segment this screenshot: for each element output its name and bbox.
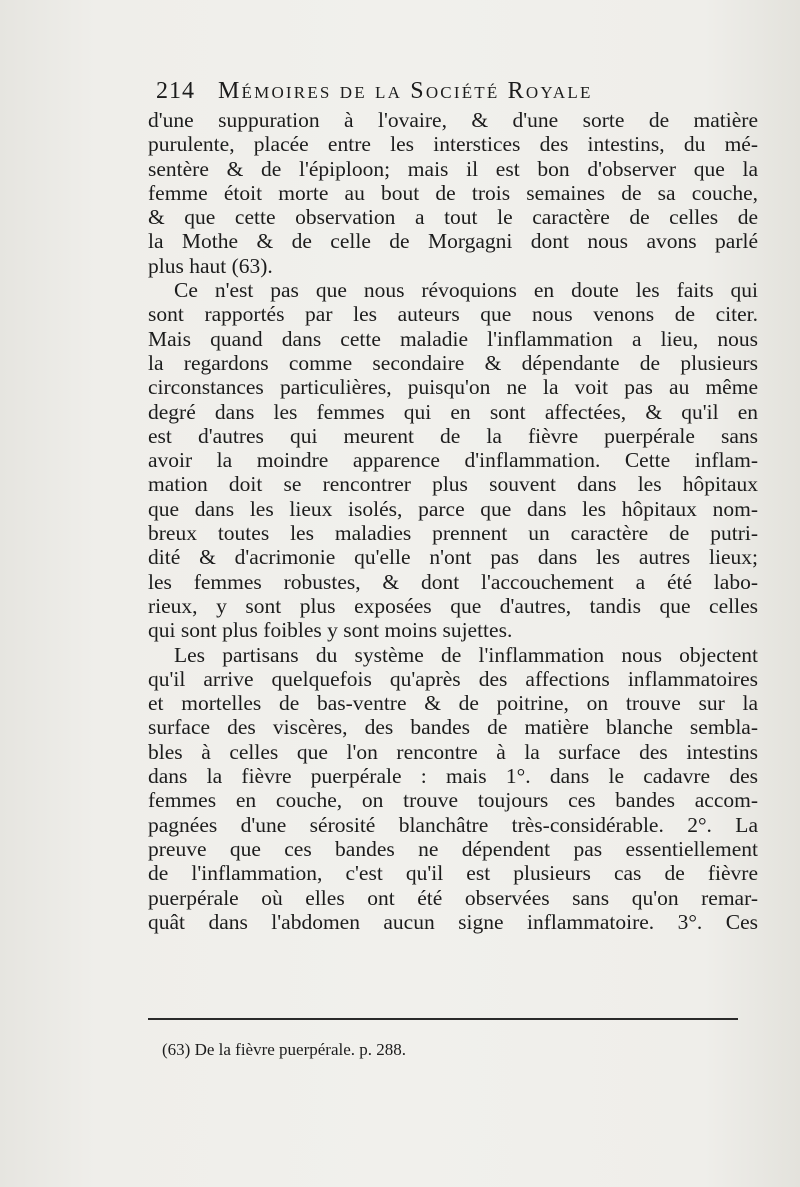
text-line: degré dans les femmes qui en sont affectées, & qu'il en	[148, 399, 758, 424]
text-line: et mortelles de bas-ventre & de poitrine, on trouve sur la	[148, 691, 758, 716]
text-line: dans la fièvre puerpérale : mais 1°. dans le cadavre des	[148, 764, 758, 789]
text-line: la Mothe & de celle de Morgagni dont nous avons parlé	[148, 229, 758, 254]
text-line: circonstances particulières, puisqu'on ne la voit pas au même	[148, 375, 758, 400]
text-line: puerpérale où elles ont été observées sans qu'on remar-	[148, 885, 758, 910]
text-line: sont rapportés par les auteurs que nous venons de citer.	[148, 302, 758, 327]
text-line: plus haut (63).	[148, 253, 273, 278]
text-line: avoir la moindre apparence d'inflammation. Cette inflam-	[148, 448, 758, 473]
text-line: & que cette observation a tout le caractère de celles de	[148, 205, 758, 230]
text-line: bles à celles que l'on rencontre à la surface des intestins	[148, 739, 758, 764]
page-number: 214	[156, 78, 195, 104]
text-line: Les partisans du système de l'inflammation nous objectent	[174, 642, 758, 667]
running-header	[156, 78, 756, 112]
text-line: est d'autres qui meurent de la fièvre puerpérale sans	[148, 423, 758, 448]
text-line: sentère & de l'épiploon; mais il est bon d'observer que la	[148, 156, 758, 181]
text-line: d'une suppuration à l'ovaire, & d'une sorte de matière	[148, 108, 758, 132]
text-line: femmes en couche, on trouve toujours ces bandes accom-	[148, 788, 758, 813]
text-line: les femmes robustes, & dont l'accouchement a été labo-	[148, 569, 758, 594]
text-line: purulente, placée entre les interstices des intestins, du mé-	[148, 132, 758, 157]
text-line: quât dans l'abdomen aucun signe inflammatoire. 3°. Ces	[148, 909, 758, 934]
text-line: de l'inflammation, c'est qu'il est plusieurs cas de fièvre	[148, 861, 758, 886]
text-line: preuve que ces bandes ne dépendent pas essentiellement	[148, 836, 758, 861]
text-line: breux toutes les maladies prennent un caractère de putri-	[148, 521, 758, 546]
body-text	[148, 108, 758, 934]
text-line: surface des viscères, des bandes de matière blanche sembla-	[148, 715, 758, 740]
text-line: Mais quand dans cette maladie l'inflammation a lieu, nous	[148, 326, 758, 351]
running-title: Mémoires de la Société Royale	[218, 78, 593, 104]
text-line: pagnées d'une sérosité blanchâtre très-considérable. 2°. La	[148, 812, 758, 837]
text-line: la regardons comme secondaire & dépendante de plusieurs	[148, 350, 758, 375]
text-line: que dans les lieux isolés, parce que dans les hôpitaux nom-	[148, 496, 758, 521]
text-line: qui sont plus foibles y sont moins sujettes.	[148, 618, 513, 643]
text-line: qu'il arrive quelquefois qu'après des affections inflammatoires	[148, 666, 758, 691]
text-line: mation doit se rencontrer plus souvent dans les hôpitaux	[148, 472, 758, 497]
text-line: femme étoit morte au bout de trois semaines de sa couche,	[148, 180, 758, 205]
footnote: (63) De la fièvre puerpérale. p. 288.	[162, 1040, 407, 1059]
text-line: rieux, y sont plus exposées que d'autres, tandis que celles	[148, 593, 758, 618]
footnote-rule	[148, 1018, 738, 1020]
text-line: Ce n'est pas que nous révoquions en doute les faits qui	[174, 278, 758, 303]
text-line: dité & d'acrimonie qu'elle n'ont pas dans les autres lieux;	[148, 545, 758, 570]
